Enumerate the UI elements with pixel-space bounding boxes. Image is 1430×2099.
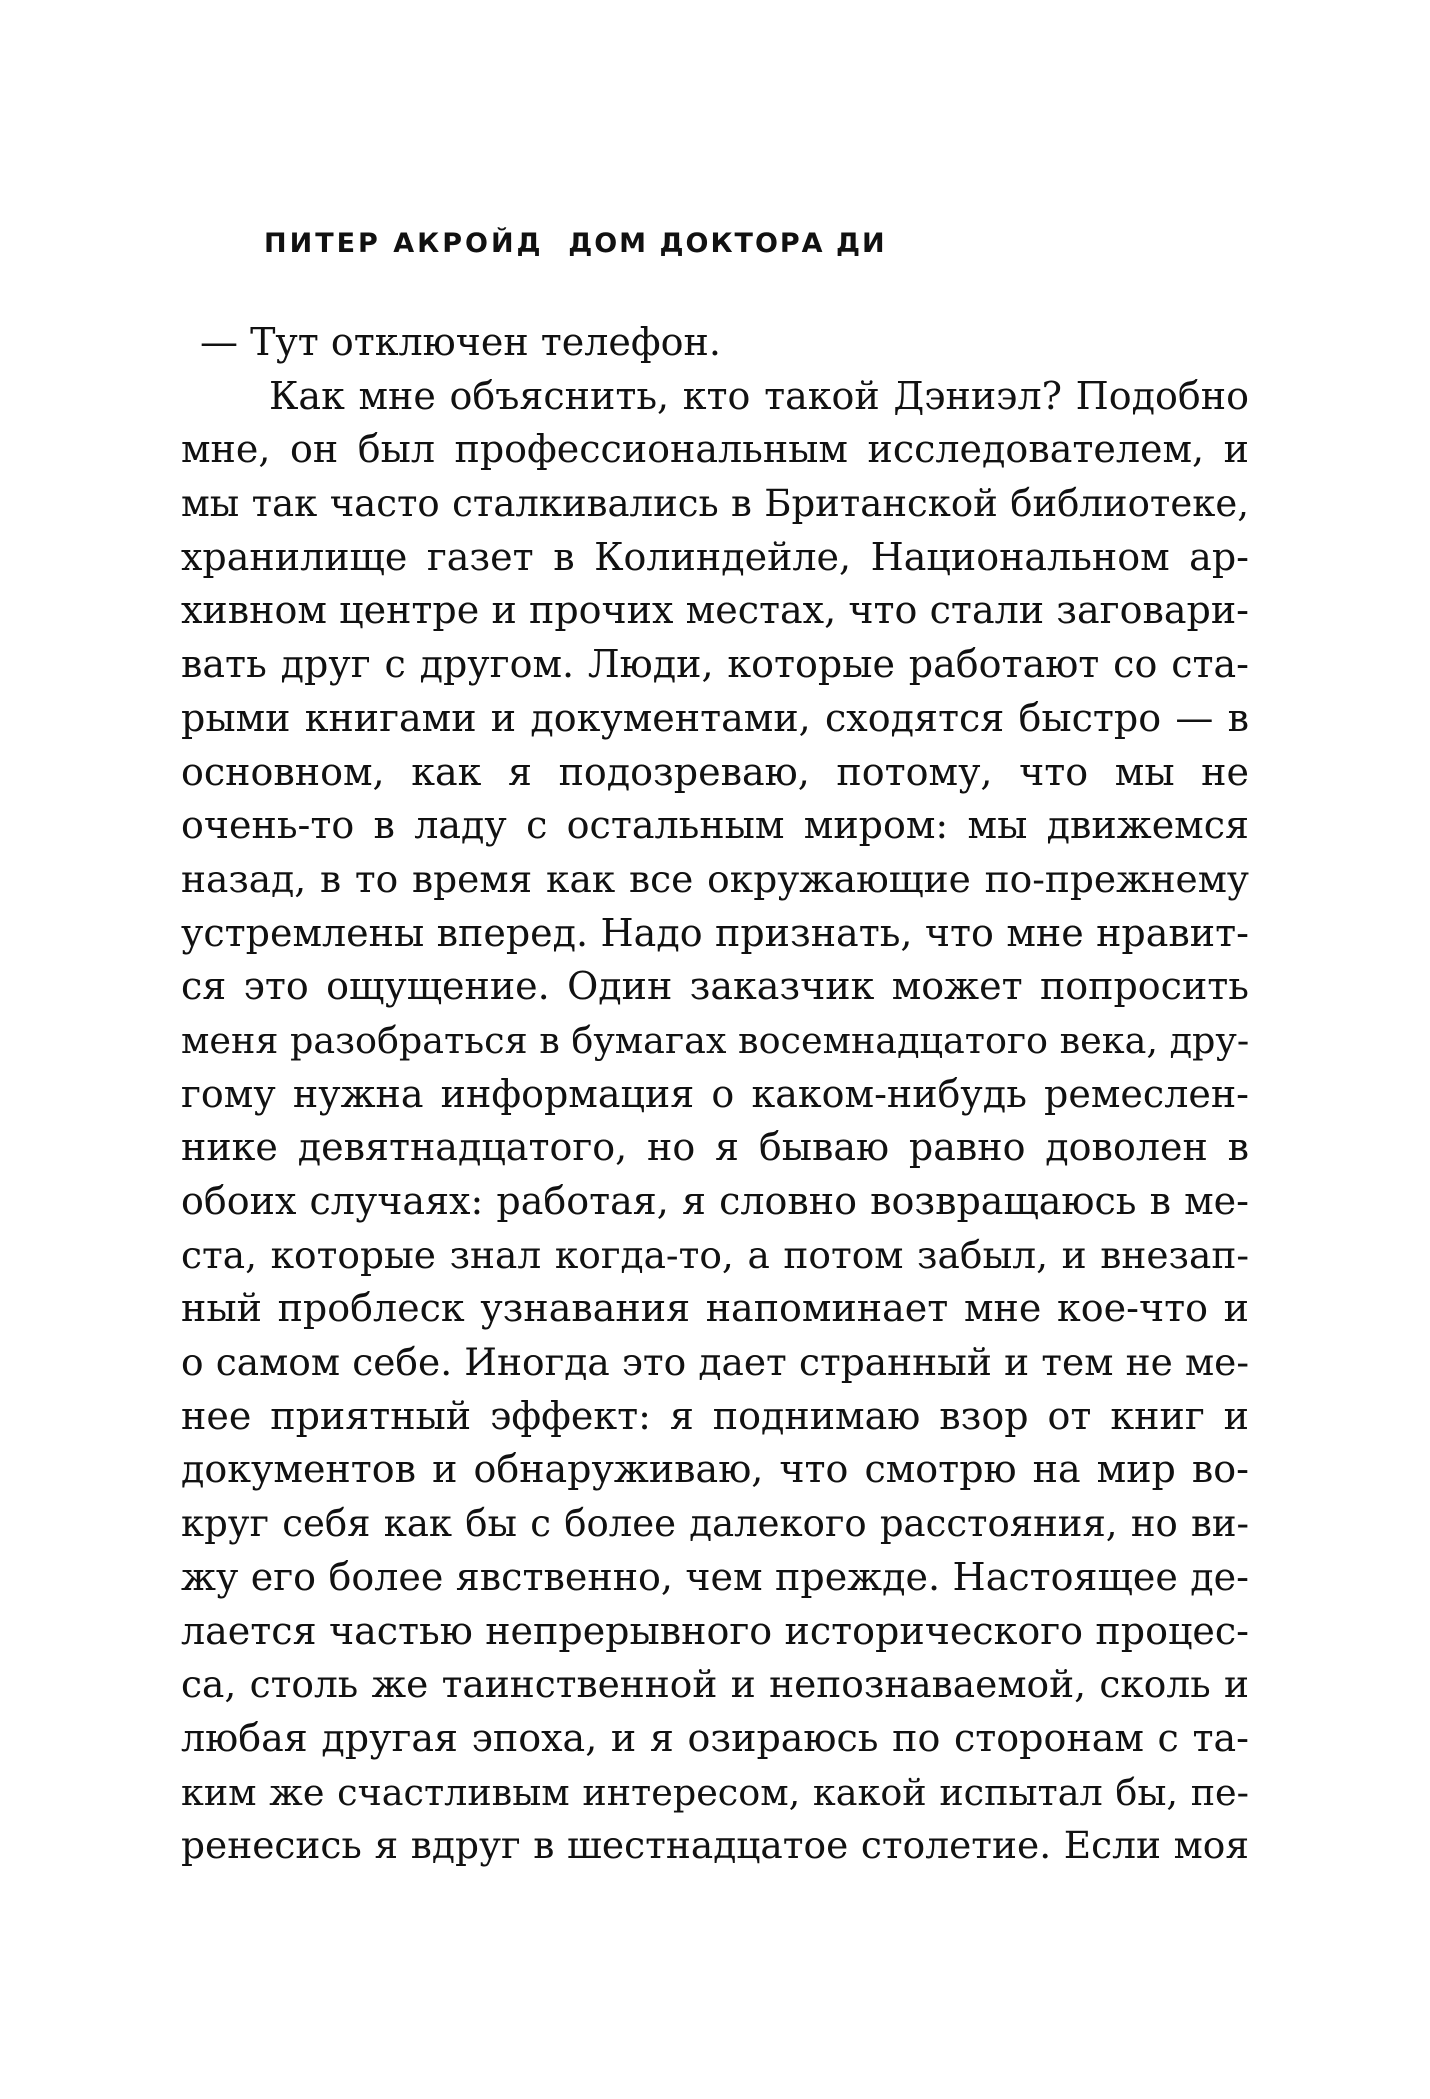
text-line: мне, он был профессиональным исследователем, и (181, 427, 1249, 472)
text-line: нее приятный эффект: я поднимаю взор от книг и (181, 1393, 1249, 1438)
text-line: ся это ощущение. Один заказчик может попросить (181, 964, 1249, 1009)
text-line: ренесись я вдруг в шестнадцатое столетие. Если моя (181, 1823, 1249, 1868)
text-line: хранилище газет в Колиндейле, Национальном ар- (181, 534, 1249, 579)
text-line: меня разобраться в бумагах восемнадцатого века, дру- (181, 1018, 1250, 1062)
text-line: ный проблеск узнавания напоминает мне кое-что и (181, 1286, 1249, 1331)
text-line: лается частью непрерывного исторического процес- (181, 1608, 1249, 1653)
text-line: Как мне объяснить, кто такой Дэниэл? Подобно (269, 373, 1249, 418)
text-line: хивном центре и прочих местах, что стали заговари- (181, 588, 1249, 633)
text-line: назад, в то время как все окружающие по-прежнему (181, 856, 1249, 901)
text-line: ким же счастливым интересом, какой испытал бы, пе- (181, 1770, 1249, 1814)
text-line: устремлены вперед. Надо признать, что мне нравит- (181, 910, 1249, 955)
text-line: мы так часто сталкивались в Британской библиотеке, (181, 482, 1249, 526)
text-line: обоих случаях: работая, я словно возвращаюсь в ме- (181, 1179, 1249, 1223)
text-line: очень-то в ладу с остальным миром: мы движемся (181, 803, 1249, 848)
text-line: гому нужна информация о каком-нибудь ремеслен- (181, 1071, 1249, 1116)
running-head-title: ДОМ ДОКТОРА ДИ (568, 228, 887, 259)
running-head-author: ПИТЕР АКРОЙД (264, 228, 544, 259)
text-line: нике девятнадцатого, но я бываю равно доволен в (181, 1125, 1249, 1170)
body-text (181, 316, 1249, 1873)
text-line: вать друг с другом. Люди, которые работают со ста- (181, 642, 1249, 687)
running-head (264, 228, 887, 259)
text-line: рыми книгами и документами, сходятся быстро — в (181, 695, 1249, 740)
text-line: любая другая эпоха, и я озираюсь по сторонам с та- (181, 1715, 1249, 1760)
text-line: документов и обнаруживаю, что смотрю на мир во- (181, 1447, 1249, 1492)
text-line: о самом себе. Иногда это дает странный и тем не ме- (181, 1340, 1249, 1385)
text-line: круг себя как бы с более далекого расстояния, но ви- (181, 1502, 1249, 1546)
text-line: ста, которые знал когда-то, а потом забыл, и внезап- (181, 1232, 1249, 1277)
text-line: — Тут отключен телефон. (200, 320, 721, 364)
text-line: са, столь же таинственной и непознаваемой, сколь и (181, 1662, 1249, 1707)
text-line: жу его более явственно, чем прежде. Настоящее де- (181, 1554, 1249, 1599)
text-line: основном, как я подозреваю, потому, что мы не (181, 749, 1249, 794)
